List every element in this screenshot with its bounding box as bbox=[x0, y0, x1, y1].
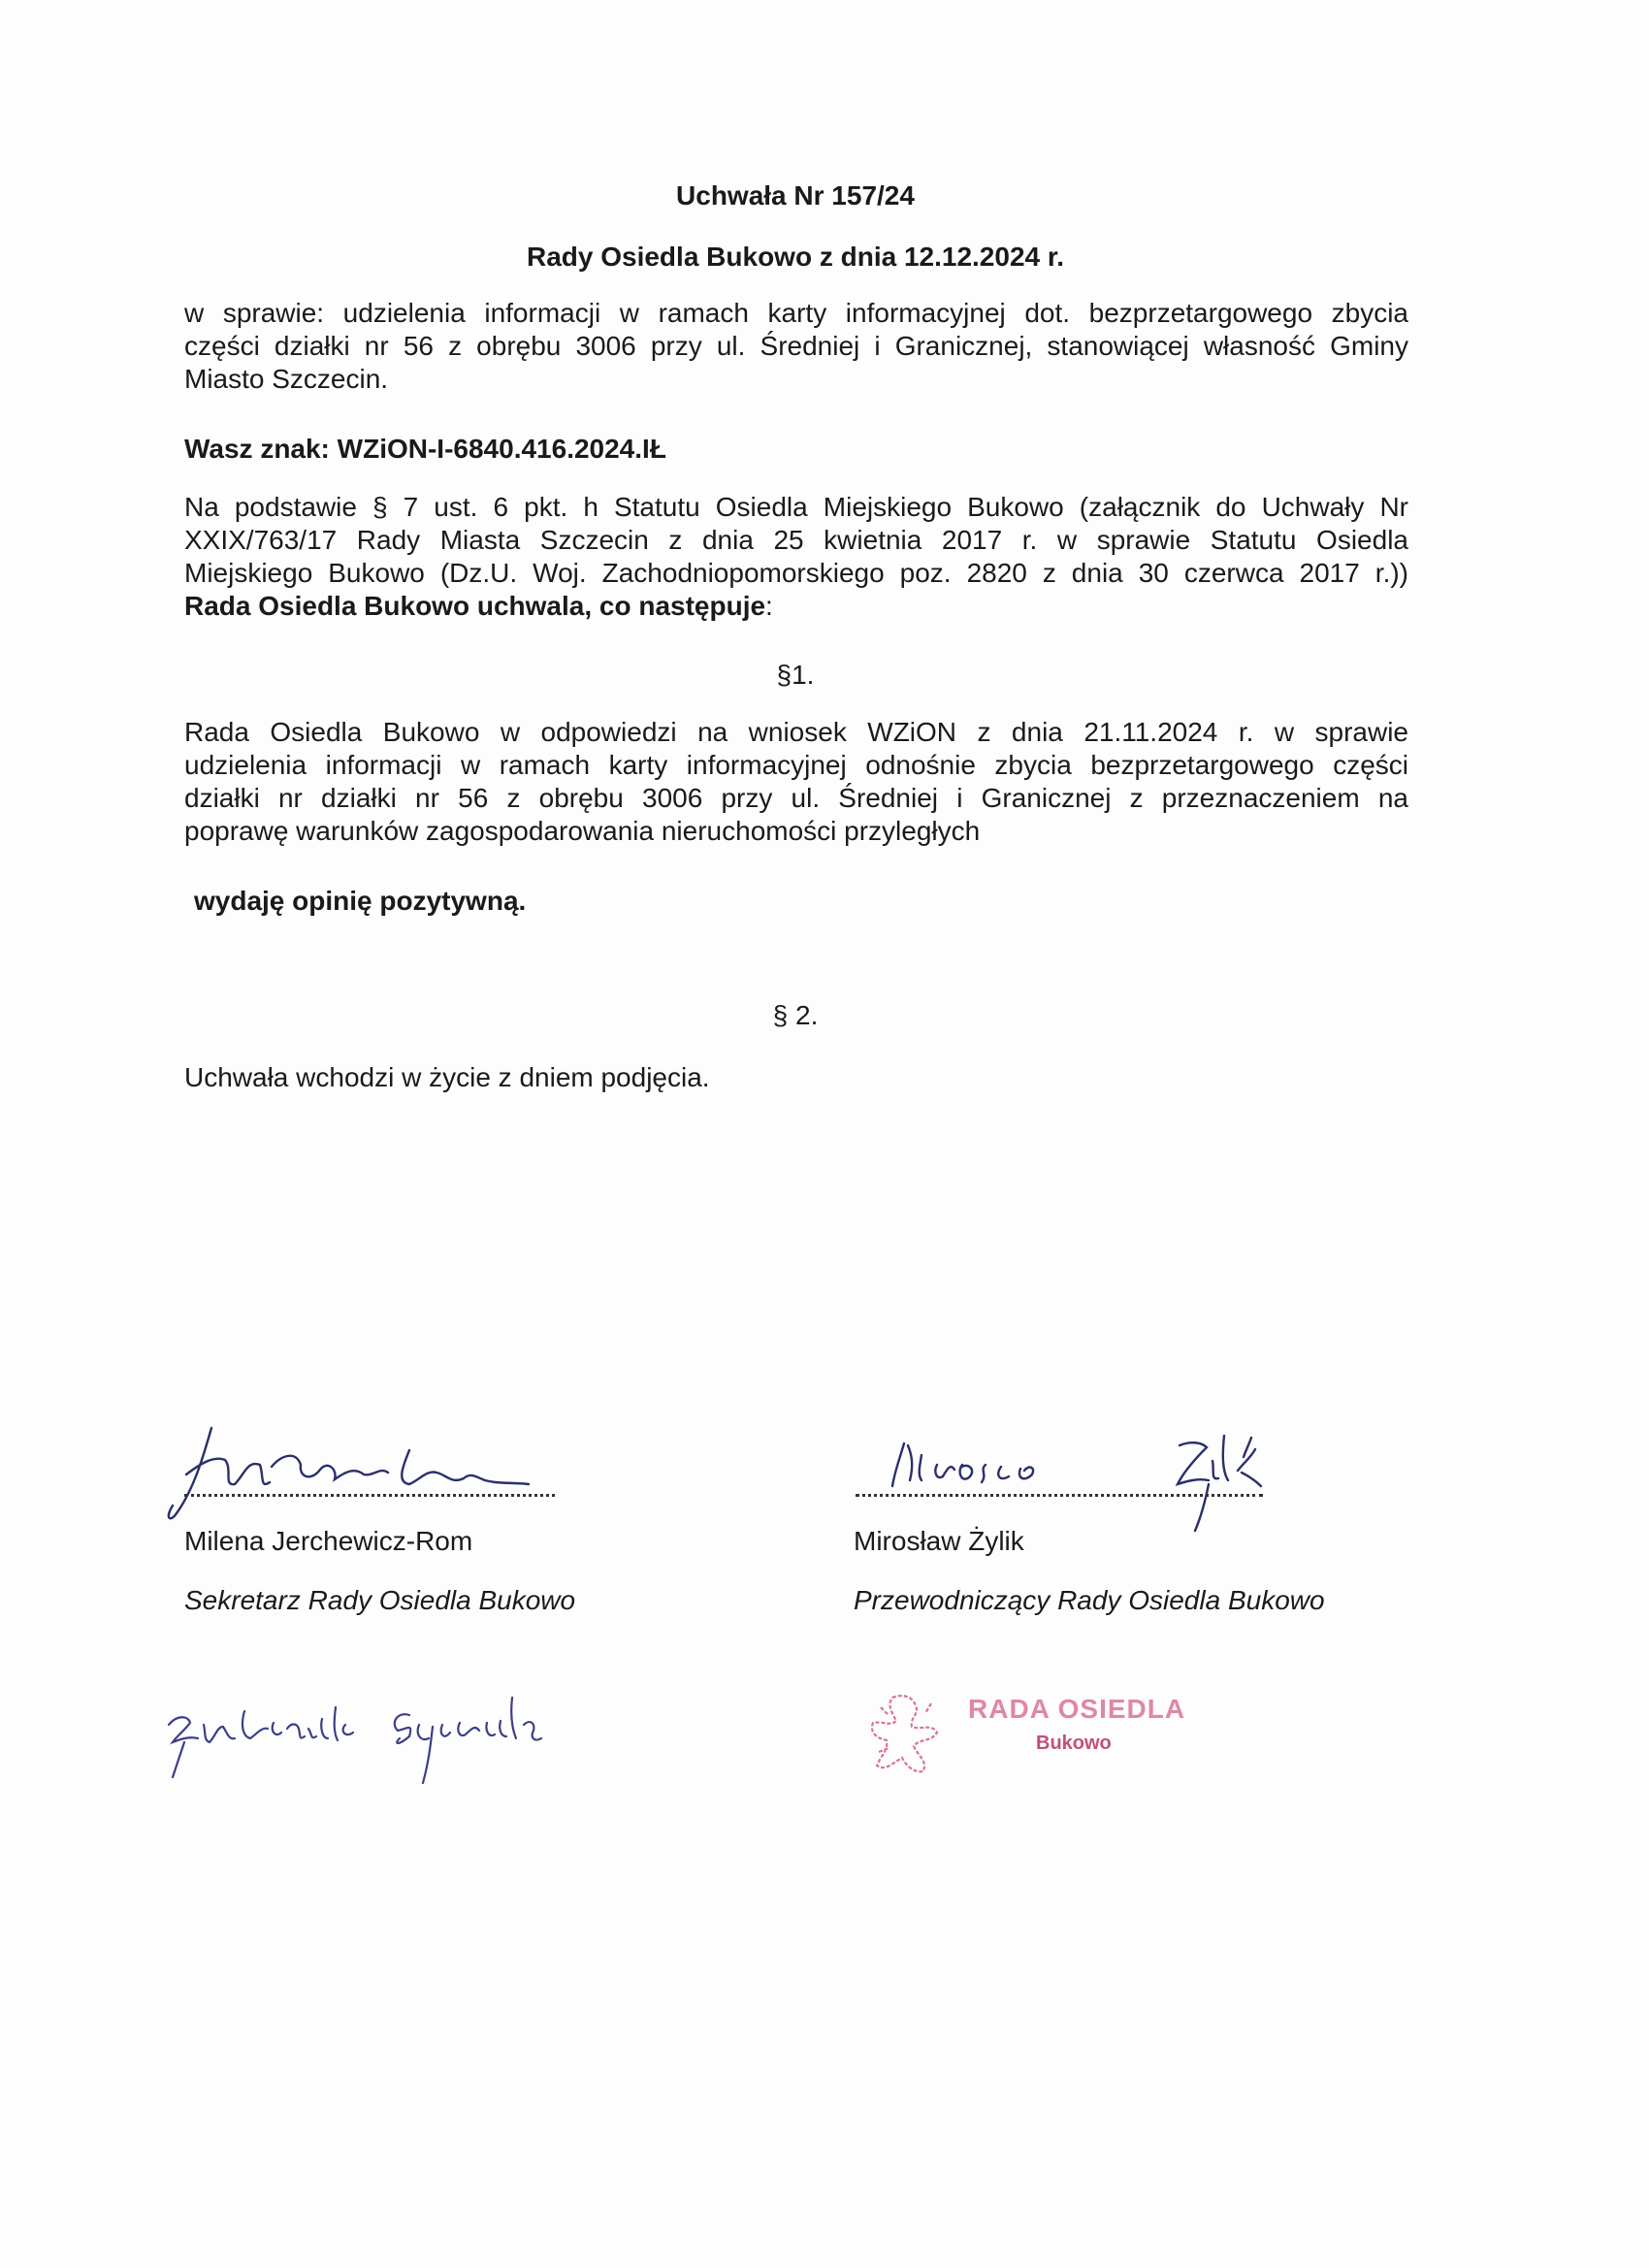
basis-line: Na podstawie § 7 ust. 6 pkt. h Statutu Osiedla Miejskiego Bukowo (załącznik do Uchwały Nr bbox=[184, 492, 1408, 522]
resolves-line bbox=[184, 590, 1408, 623]
subject-line: w sprawie: udzielenia informacji w ramach karty informacyjnej dot. bezprzetargowego zbycia bbox=[184, 298, 1408, 328]
section-1-heading: §1. bbox=[776, 660, 815, 690]
section-1-line: działki nr działki nr 56 z obrębu 3006 przy ul. Średniej i Granicznej z przeznaczeniem na bbox=[184, 783, 1408, 813]
right-signature-line bbox=[856, 1494, 1263, 1497]
subject-line: Miasto Szczecin. bbox=[184, 364, 389, 394]
basis-line: XXIX/763/17 Rady Miasta Szczecin z dnia 25 kwietnia 2017 r. w sprawie Statutu Osiedla bbox=[184, 525, 1408, 555]
section-1-line: poprawę warunków zagospodarowania nieruchomości przyległych bbox=[184, 816, 981, 846]
stamp-title: RADA OSIEDLA bbox=[968, 1694, 1186, 1724]
document-subtitle: Rady Osiedla Bukowo z dnia 12.12.2024 r. bbox=[526, 242, 1064, 272]
right-signer-role: Przewodniczący Rady Osiedla Bukowo bbox=[854, 1585, 1325, 1615]
section-2-heading: § 2. bbox=[772, 1000, 819, 1030]
section-2-text: Uchwała wchodzi w życie z dniem podjęcia. bbox=[184, 1062, 710, 1092]
document-title: Uchwała Nr 157/24 bbox=[676, 180, 915, 211]
left-signer-name: Milena Jerchewicz-Rom bbox=[184, 1526, 473, 1556]
section-1-line: Rada Osiedla Bukowo w odpowiedzi na wniosek WZiON z dnia 21.11.2024 r. w sprawie bbox=[184, 717, 1408, 747]
section-1-paragraph bbox=[184, 716, 1408, 848]
resolves-text: Rada Osiedla Bukowo uchwala, co następuje bbox=[184, 591, 766, 621]
left-signature bbox=[155, 1416, 582, 1533]
handwritten-note bbox=[155, 1669, 660, 1795]
opinion-text: wydaję opinię pozytywną. bbox=[194, 886, 527, 916]
left-signature-line bbox=[184, 1494, 555, 1497]
legal-basis-paragraph bbox=[184, 491, 1408, 623]
resolves-colon: : bbox=[765, 591, 773, 621]
basis-line: Miejskiego Bukowo (Dz.U. Woj. Zachodniopomorskiego poz. 2820 z dnia 30 czerwca 2017 r.)) bbox=[184, 558, 1408, 588]
subject-line: części działki nr 56 z obrębu 3006 przy ul. Średniej i Granicznej, stanowiącej własność Gminy bbox=[184, 331, 1408, 361]
subject-paragraph bbox=[184, 297, 1408, 396]
section-1-line: udzielenia informacji w ramach karty informacyjnej odnośnie zbycia bezprzetargowego części bbox=[184, 750, 1408, 780]
stamp-subtitle: Bukowo bbox=[1036, 1733, 1112, 1754]
right-signer-name: Mirosław Żylik bbox=[854, 1526, 1024, 1556]
reference-number: Wasz znak: WZiON-I-6840.416.2024.IŁ bbox=[184, 434, 666, 464]
left-signer-role: Sekretarz Rady Osiedla Bukowo bbox=[184, 1585, 576, 1615]
stamp-emblem bbox=[863, 1688, 956, 1781]
